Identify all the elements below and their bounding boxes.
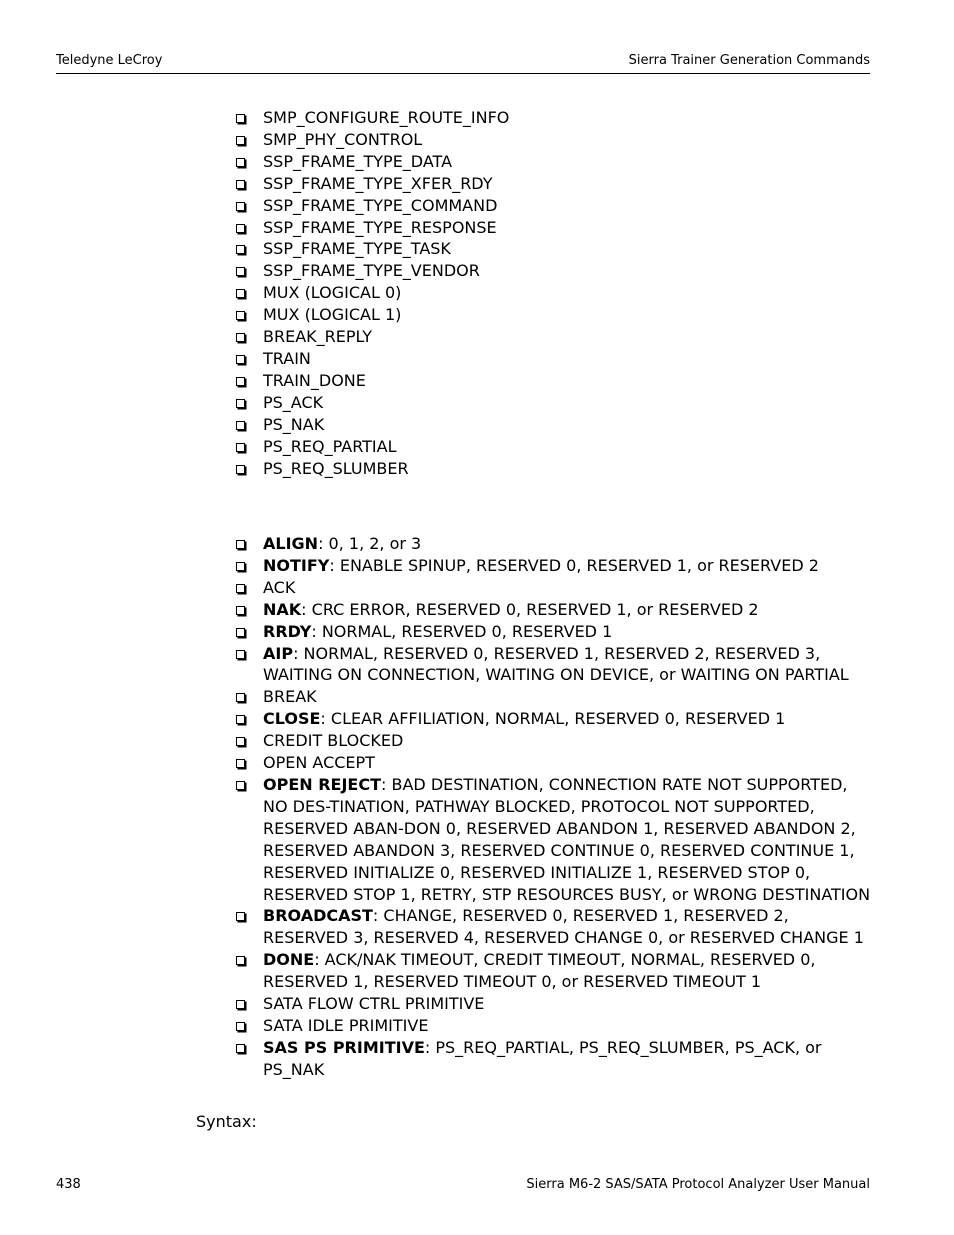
checkbox-bullet-icon xyxy=(236,245,245,254)
list-item xyxy=(236,414,872,436)
checkbox-bullet-icon xyxy=(236,956,245,965)
list-item xyxy=(236,282,872,304)
primitive-values: : ACK/NAK TIMEOUT, CREDIT TIMEOUT, NORMAL, RESERVED 0, RESERVED 1, RESERVED TIMEOUT 0, or RESERVED TIMEOUT 1 xyxy=(263,950,816,992)
list-item-text: SSP_FRAME_TYPE_COMMAND xyxy=(263,195,498,215)
primitive-term: SAS PS PRIMITIVE xyxy=(263,1037,425,1057)
list-item-text: PS_NAK xyxy=(263,414,325,434)
primitive-values: : 0, 1, 2, or 3 xyxy=(318,534,422,553)
list-item xyxy=(236,151,872,173)
primitive-term: CLOSE xyxy=(263,709,321,729)
checkbox-bullet-icon xyxy=(236,224,245,233)
list-item-text: BREAK_REPLY xyxy=(263,327,373,347)
primitive-term: OPEN REJECT xyxy=(263,774,382,794)
list-item xyxy=(236,577,872,599)
checkbox-bullet-icon xyxy=(236,443,245,452)
checkbox-bullet-icon xyxy=(236,202,245,211)
list-item-text: MUX (LOGICAL 1) xyxy=(263,305,402,325)
list-item-text: TRAIN xyxy=(263,348,311,368)
checkbox-bullet-icon xyxy=(236,333,245,342)
list-item xyxy=(236,304,872,326)
list-item-text: SMP_CONFIGURE_ROUTE_INFO xyxy=(263,108,510,127)
primitive-list xyxy=(236,533,872,1081)
list-item xyxy=(236,708,872,730)
header-company: Teledyne LeCroy xyxy=(56,53,163,68)
list-item xyxy=(236,905,872,949)
list-item xyxy=(236,1015,872,1037)
list-item xyxy=(236,993,872,1015)
manual-title: Sierra M6-2 SAS/SATA Protocol Analyzer User Manual xyxy=(526,1177,870,1192)
primitive-values: : CHANGE, RESERVED 0, RESERVED 1, RESERVED 2, RESERVED 3, RESERVED 4, RESERVED CHANGE 0, or RESERVED CHANGE 1 xyxy=(263,906,864,948)
checkbox-bullet-icon xyxy=(236,693,245,702)
list-item-text: PS_ACK xyxy=(263,392,324,412)
checkbox-bullet-icon xyxy=(236,562,245,571)
page-header xyxy=(56,53,870,74)
list-item xyxy=(236,752,872,774)
list-item-text: SSP_FRAME_TYPE_VENDOR xyxy=(263,261,480,281)
list-item-text: SMP_PHY_CONTROL xyxy=(263,129,423,149)
list-item xyxy=(236,326,872,348)
primitive-values: : CLEAR AFFILIATION, NORMAL, RESERVED 0, RESERVED 1 xyxy=(320,709,786,729)
checkbox-bullet-icon xyxy=(236,628,245,637)
list-item xyxy=(236,533,872,555)
list-item xyxy=(236,555,872,577)
list-item-text: PS_REQ_PARTIAL xyxy=(263,436,397,456)
checkbox-bullet-icon xyxy=(236,606,245,615)
checkbox-bullet-icon xyxy=(236,289,245,298)
list-item-text: SSP_FRAME_TYPE_DATA xyxy=(263,151,453,171)
checkbox-bullet-icon xyxy=(236,1044,245,1053)
checkbox-bullet-icon xyxy=(236,781,245,790)
primitive-values: : NORMAL, RESERVED 0, RESERVED 1 xyxy=(311,621,613,641)
page-number: 438 xyxy=(56,1177,81,1192)
list-item xyxy=(236,436,872,458)
list-item xyxy=(236,621,872,643)
list-item xyxy=(236,686,872,708)
list-item xyxy=(236,774,872,905)
list-item-text: MUX (LOGICAL 0) xyxy=(263,283,402,303)
primitive-term: RRDY xyxy=(263,621,312,641)
checkbox-bullet-icon xyxy=(236,584,245,593)
primitive-values: : PS_REQ_PARTIAL, PS_REQ_SLUMBER, PS_ACK, or PS_NAK xyxy=(263,1037,822,1079)
list-item xyxy=(236,949,872,993)
list-item xyxy=(236,370,872,392)
list-item xyxy=(236,260,872,282)
checkbox-bullet-icon xyxy=(236,399,245,408)
checkbox-bullet-icon xyxy=(236,377,245,386)
primitive-values: BREAK xyxy=(263,687,317,707)
list-item xyxy=(236,458,872,480)
list-item-text: PS_REQ_SLUMBER xyxy=(263,458,409,478)
list-item xyxy=(236,195,872,217)
header-section-title: Sierra Trainer Generation Commands xyxy=(628,53,870,68)
list-item xyxy=(236,107,872,129)
primitive-values: ACK xyxy=(263,577,296,597)
checkbox-bullet-icon xyxy=(236,267,245,276)
list-item-text: SSP_FRAME_TYPE_TASK xyxy=(263,239,451,259)
checkbox-bullet-icon xyxy=(236,737,245,746)
primitive-values: : ENABLE SPINUP, RESERVED 0, RESERVED 1, or RESERVED 2 xyxy=(329,555,819,575)
checkbox-bullet-icon xyxy=(236,650,245,659)
primitive-term: DONE xyxy=(263,950,315,970)
primitive-values: CREDIT BLOCKED xyxy=(263,731,404,751)
syntax-label: Syntax: xyxy=(196,1112,257,1131)
checkbox-bullet-icon xyxy=(236,114,245,123)
list-item xyxy=(236,392,872,414)
primitive-values: OPEN ACCEPT xyxy=(263,753,375,773)
primitive-term: BROADCAST xyxy=(263,906,373,926)
checkbox-bullet-icon xyxy=(236,1022,245,1031)
checkbox-bullet-icon xyxy=(236,355,245,364)
checkbox-bullet-icon xyxy=(236,912,245,921)
list-item xyxy=(236,348,872,370)
checkbox-bullet-icon xyxy=(236,421,245,430)
list-item-text: TRAIN_DONE xyxy=(263,370,366,390)
primitive-values: : BAD DESTINATION, CONNECTION RATE NOT SUPPORTED, NO DES-TINATION, PATHWAY BLOCKED, PROTOCOL NOT SUPPORTED, RESERVED ABAN-DON 0, RESERVED ABANDON 1, RESERVED ABANDON 2, RESERVED ABANDON 3, RESERVED CONTINUE 0, RESERVED CONTINUE 1, RESERVED INITIALIZE 0, RESERVED INITIALIZE 1, RESERVED STOP 0, RESERVED STOP 1, RETRY, STP RESOURCES BUSY, or WRONG DESTINATION xyxy=(263,774,871,904)
list-item-text: SSP_FRAME_TYPE_XFER_RDY xyxy=(263,173,493,193)
list-item xyxy=(236,173,872,195)
checkbox-bullet-icon xyxy=(236,540,245,549)
primitive-term: ALIGN xyxy=(263,534,319,553)
list-item xyxy=(236,599,872,621)
primitive-values: SATA FLOW CTRL PRIMITIVE xyxy=(263,994,485,1014)
checkbox-bullet-icon xyxy=(236,759,245,768)
checkbox-bullet-icon xyxy=(236,715,245,724)
list-item xyxy=(236,238,872,260)
checkbox-bullet-icon xyxy=(236,180,245,189)
frame-type-list xyxy=(236,107,872,479)
primitive-values: : CRC ERROR, RESERVED 0, RESERVED 1, or RESERVED 2 xyxy=(301,599,759,619)
list-item xyxy=(236,1037,872,1081)
list-item xyxy=(236,217,872,239)
checkbox-bullet-icon xyxy=(236,1000,245,1009)
primitive-term: AIP xyxy=(263,643,294,663)
checkbox-bullet-icon xyxy=(236,158,245,167)
list-item xyxy=(236,129,872,151)
list-item-text: SSP_FRAME_TYPE_RESPONSE xyxy=(263,217,497,237)
primitive-term: NOTIFY xyxy=(263,555,330,575)
checkbox-bullet-icon xyxy=(236,311,245,320)
primitive-term: NAK xyxy=(263,599,302,619)
list-item xyxy=(236,643,872,687)
checkbox-bullet-icon xyxy=(236,136,245,145)
checkbox-bullet-icon xyxy=(236,465,245,474)
primitive-values: : NORMAL, RESERVED 0, RESERVED 1, RESERVED 2, RESERVED 3, WAITING ON CONNECTION, WAITING ON DEVICE, or WAITING ON PARTIAL xyxy=(263,643,849,685)
primitive-values: SATA IDLE PRIMITIVE xyxy=(263,1015,429,1035)
list-item xyxy=(236,730,872,752)
